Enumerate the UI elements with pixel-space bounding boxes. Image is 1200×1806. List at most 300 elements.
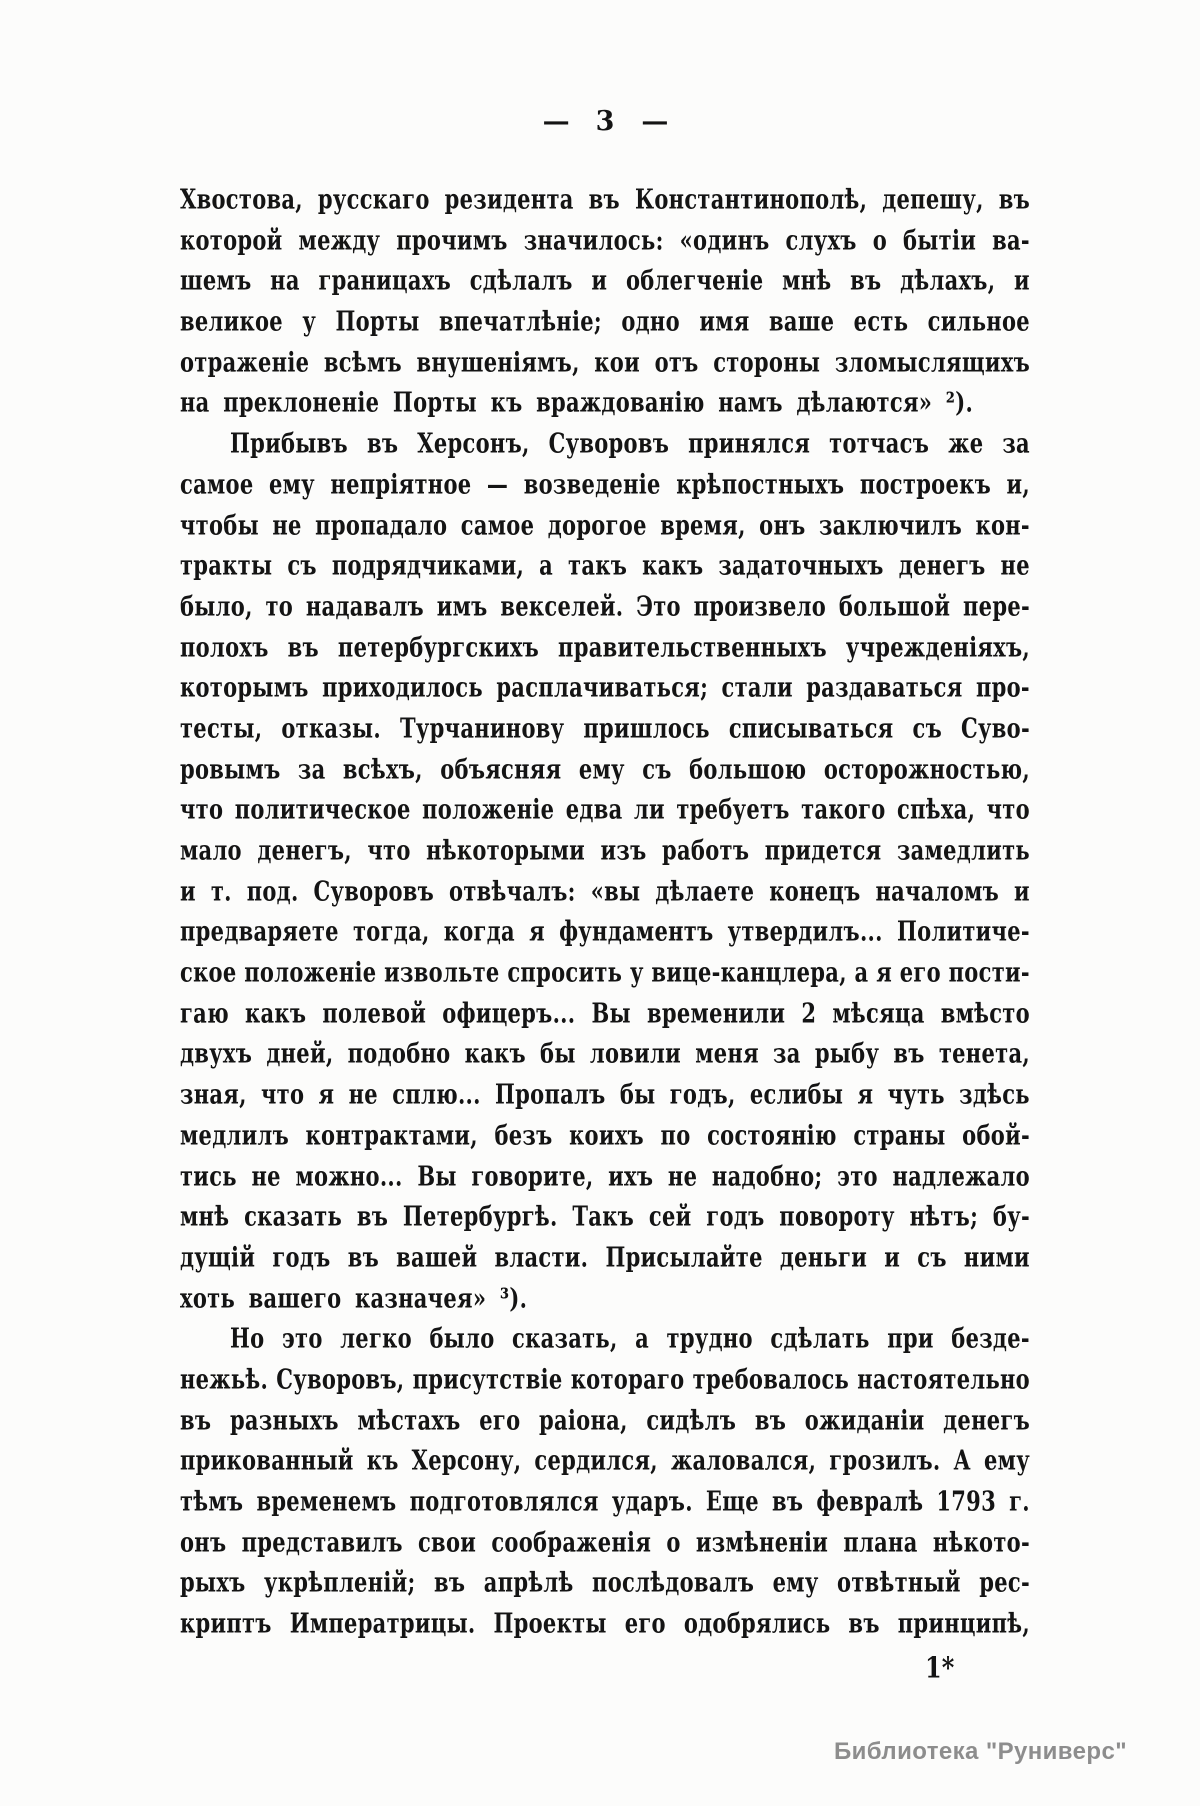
word: пропадало	[315, 508, 448, 541]
word: въ	[347, 1240, 379, 1273]
word: началомъ	[875, 874, 1000, 907]
word: съ	[917, 1240, 947, 1273]
word: Вы	[591, 996, 631, 1029]
text-line: хоть вашего казначея» ³).	[180, 1281, 528, 1314]
word: легко	[340, 1322, 412, 1355]
word: тракты	[180, 549, 273, 582]
word: пости-	[948, 956, 1030, 989]
word: состоянію	[707, 1118, 837, 1151]
word: послѣдовалъ	[592, 1566, 755, 1599]
word: «одинъ	[679, 223, 770, 256]
word: шемъ	[180, 264, 252, 297]
word: дней,	[266, 1037, 334, 1070]
text-line	[180, 1607, 1030, 1659]
word: февралѣ	[816, 1485, 924, 1517]
word: же	[948, 427, 984, 460]
word: расплачиваться;	[496, 671, 709, 704]
word: самое	[460, 508, 535, 541]
word: повороту	[779, 1200, 895, 1233]
word: которой	[180, 223, 283, 256]
word: дѣлаете	[655, 874, 755, 907]
word: которымъ	[180, 671, 309, 704]
word: имъ	[436, 589, 488, 622]
word: сей	[648, 1200, 692, 1233]
word: Вы	[417, 1159, 457, 1192]
word: возведеніе	[523, 467, 661, 500]
word: коихъ	[569, 1118, 644, 1151]
word: стали	[721, 671, 793, 704]
word: дорогое	[547, 508, 647, 541]
word: фундаментъ	[559, 915, 714, 948]
word: плана	[843, 1525, 918, 1558]
word: отраженіе	[180, 345, 310, 378]
word: работъ	[662, 834, 750, 866]
word: кон-	[975, 508, 1030, 541]
word: при	[887, 1322, 934, 1355]
word: «вы	[590, 874, 641, 907]
word: утвердилъ...	[727, 915, 883, 948]
word: нежьѣ.	[180, 1362, 269, 1395]
word: правительственныхъ	[558, 630, 827, 663]
word: спѣха,	[897, 793, 976, 826]
word: большой	[838, 589, 951, 622]
word: криптъ	[180, 1607, 272, 1640]
page-number-dash-left: —	[542, 106, 569, 137]
word: Херсонъ,	[417, 427, 530, 460]
word: Суворовъ	[548, 427, 670, 460]
word: трудно	[666, 1322, 753, 1355]
word: самое	[180, 467, 254, 500]
word: о	[872, 223, 887, 256]
word: Присылайте	[605, 1240, 763, 1273]
text-block	[180, 183, 1030, 1648]
word: положеніе	[244, 956, 377, 989]
word: въ	[180, 1403, 212, 1436]
word: Пропалъ	[495, 1078, 606, 1111]
word: нѣтъ;	[909, 1200, 979, 1233]
word: за	[1002, 427, 1030, 460]
word: политическое	[234, 793, 411, 826]
word: по	[660, 1118, 691, 1151]
word: придется	[764, 834, 882, 866]
word: резидента	[444, 183, 574, 215]
word: я	[876, 956, 893, 989]
word: о	[666, 1525, 681, 1558]
word: Прибывъ	[230, 427, 348, 460]
word: разныхъ	[229, 1403, 339, 1436]
word: пере-	[963, 589, 1030, 622]
word: под.	[246, 874, 299, 907]
word: двухъ	[180, 1037, 253, 1070]
word: произвело	[693, 589, 827, 622]
word: офицеръ...	[442, 996, 576, 1029]
word: денегъ	[898, 549, 986, 582]
word: было,	[180, 589, 253, 622]
word: меня	[695, 1037, 759, 1070]
word: тѣмъ	[180, 1485, 244, 1517]
word: извольте	[384, 956, 500, 989]
word: тись	[180, 1159, 237, 1192]
word: у	[629, 956, 644, 989]
word: сдѣлать	[770, 1322, 870, 1355]
word: въ	[356, 1200, 389, 1233]
word: вице-канцлера,	[651, 956, 847, 989]
word: полохъ	[180, 630, 269, 663]
word: Проекты	[493, 1607, 607, 1640]
word: безъ	[494, 1118, 553, 1151]
word: время,	[660, 508, 746, 541]
word: —	[486, 467, 509, 500]
page-number-dash-right: —	[641, 106, 668, 137]
word: не	[1000, 549, 1030, 582]
word: мнѣ	[180, 1200, 230, 1233]
word: кои	[594, 345, 640, 378]
word: требуетъ	[676, 793, 790, 826]
word: и	[591, 264, 608, 297]
word: конецъ	[769, 874, 861, 907]
word: я	[857, 1078, 874, 1111]
word: бу-	[992, 1200, 1030, 1233]
word: ровымъ	[180, 752, 281, 785]
word: можно...	[295, 1159, 403, 1192]
word: Политиче-	[896, 915, 1030, 948]
word: ваше	[768, 305, 835, 338]
word: отвѣчалъ:	[449, 874, 576, 907]
word: Херсону,	[411, 1444, 522, 1477]
word: Императрицы.	[289, 1607, 476, 1640]
word: положеніе	[422, 793, 555, 826]
word: депешу,	[882, 183, 984, 215]
word: годъ	[706, 1200, 765, 1233]
word: стороны	[713, 345, 821, 378]
page-number-value: 3	[595, 106, 615, 137]
word: онъ	[180, 1525, 227, 1558]
word: принципѣ,	[897, 1607, 1030, 1640]
word: одобрялись	[683, 1607, 831, 1640]
word: за	[297, 752, 326, 785]
word: Суворовъ	[313, 874, 435, 907]
word: за	[773, 1037, 801, 1070]
word: между	[298, 223, 381, 256]
word: еслибы	[749, 1078, 844, 1111]
word: денегъ	[943, 1403, 1030, 1436]
word: укрѣпленій;	[264, 1566, 416, 1599]
word: временили	[647, 996, 786, 1029]
word: объясняя	[440, 752, 562, 785]
word: русскаго	[317, 183, 430, 215]
word: то	[265, 589, 294, 622]
word: векселей.	[500, 589, 624, 622]
word: свои	[417, 1525, 477, 1558]
word: съ	[912, 711, 942, 744]
word: что	[260, 1078, 305, 1111]
word: въ	[893, 1037, 925, 1070]
word: годъ	[272, 1240, 331, 1273]
word: заключилъ	[818, 508, 963, 541]
word: имя	[699, 305, 750, 338]
word: сплю...	[392, 1078, 481, 1111]
word: здѣсь	[959, 1078, 1030, 1111]
word: внушеніямъ,	[416, 345, 580, 378]
word: прикованный	[180, 1444, 354, 1477]
word: вашей	[396, 1240, 478, 1273]
word: не	[667, 1159, 698, 1192]
word: Суворовъ,	[276, 1362, 405, 1395]
word: что	[180, 793, 224, 826]
word: Хвостова,	[180, 183, 303, 215]
word: дѣлахъ,	[900, 264, 996, 297]
word: ли	[633, 793, 665, 826]
word: списываться	[728, 711, 894, 744]
word: обой-	[962, 1118, 1030, 1151]
word: гаю	[180, 996, 229, 1029]
word: спросить	[507, 956, 623, 989]
page-number	[505, 106, 705, 137]
word: всѣмъ	[323, 345, 402, 378]
word: 2	[801, 996, 817, 1029]
word: значилось:	[523, 223, 664, 256]
word: его	[479, 1403, 521, 1436]
word: т.	[210, 874, 232, 907]
word: Еще	[705, 1485, 759, 1517]
word: настоятельно	[857, 1362, 1030, 1395]
word: есть	[853, 305, 909, 338]
word: надобно;	[711, 1159, 823, 1192]
word: говорите,	[471, 1159, 594, 1192]
word: не	[272, 508, 302, 541]
signature-mark: 1*	[925, 1650, 955, 1685]
word: отвѣтный	[837, 1566, 961, 1599]
word: мало	[180, 834, 242, 866]
word: ему	[772, 1566, 819, 1599]
word: его	[899, 956, 941, 989]
word: А	[953, 1444, 971, 1477]
word: когда	[443, 915, 515, 948]
word: я	[529, 915, 545, 948]
word: что	[986, 793, 1030, 826]
word: въ	[998, 183, 1030, 215]
word: жаловался,	[670, 1444, 817, 1477]
word: рыхъ	[180, 1566, 246, 1599]
word: впечатлѣніе;	[438, 305, 602, 338]
word: годъ,	[669, 1078, 736, 1111]
word: отъ	[654, 345, 699, 378]
word: зломыслящихъ	[834, 345, 1030, 378]
word: сказать,	[512, 1322, 618, 1355]
word: онъ	[759, 508, 806, 541]
word: тогда,	[353, 915, 430, 948]
word: вмѣсто	[940, 996, 1030, 1029]
word: сильное	[927, 305, 1030, 338]
word: ему	[984, 1444, 1030, 1477]
word: страны	[853, 1118, 946, 1151]
word: границахъ	[318, 264, 451, 297]
word: въ	[588, 183, 620, 215]
word: полевой	[322, 996, 427, 1029]
word: его	[624, 1607, 666, 1640]
word: 1793	[936, 1485, 997, 1517]
word: съ	[642, 752, 672, 785]
word: присутствіе	[412, 1362, 563, 1395]
word: медлилъ	[180, 1118, 289, 1151]
word: великое	[180, 305, 283, 338]
word: прочимъ	[396, 223, 508, 256]
word: Но	[230, 1322, 265, 1355]
word: предваряете	[180, 915, 339, 948]
word: въ	[434, 1566, 466, 1599]
word: что	[367, 834, 411, 866]
word: подрядчиками,	[331, 549, 525, 582]
word: чуть	[887, 1078, 945, 1111]
word: изъ	[600, 834, 647, 866]
word: Это	[636, 589, 681, 622]
word: и	[1014, 264, 1030, 297]
word: и	[884, 1240, 901, 1273]
word: рыбу	[814, 1037, 880, 1070]
word: ожиданіи	[804, 1403, 925, 1436]
word: въ	[850, 264, 882, 297]
word: такого	[801, 793, 886, 826]
word: надавалъ	[305, 589, 424, 622]
word: на	[270, 264, 300, 297]
word: денегъ,	[257, 834, 352, 866]
word: апрѣлѣ	[483, 1566, 574, 1599]
word: г.	[1009, 1485, 1030, 1517]
word: мѣсяца	[832, 996, 925, 1029]
word: деньги	[779, 1240, 868, 1273]
word: ему	[578, 752, 625, 785]
word: а	[854, 956, 869, 989]
word: измѣненіи	[695, 1525, 829, 1558]
word: Константинополѣ,	[634, 183, 868, 215]
word: сдѣлалъ	[469, 264, 573, 297]
word: раіона,	[539, 1403, 628, 1436]
word: подобно	[347, 1037, 451, 1070]
word: и	[1013, 874, 1030, 907]
word: петербургскихъ	[337, 630, 540, 663]
word: грозилъ.	[829, 1444, 941, 1477]
word: представилъ	[241, 1525, 403, 1558]
word: власти.	[494, 1240, 589, 1273]
word: и	[180, 874, 196, 907]
word: Петербургѣ.	[402, 1200, 558, 1233]
word: большою	[689, 752, 807, 785]
word: мѣстахъ	[357, 1403, 461, 1436]
word: тенета,	[938, 1037, 1030, 1070]
word: такъ	[568, 549, 628, 582]
word: сказать	[244, 1200, 343, 1233]
word: соображенія	[491, 1525, 652, 1558]
word: у	[302, 305, 317, 338]
word: непріятное	[330, 467, 472, 500]
word: какъ	[642, 549, 704, 582]
word: это	[837, 1159, 878, 1192]
word: всѣхъ,	[342, 752, 423, 785]
word: къ	[366, 1444, 399, 1477]
word: едва	[565, 793, 623, 826]
word: въ	[366, 427, 399, 460]
word: котораго	[570, 1362, 685, 1395]
word: Такъ	[572, 1200, 635, 1233]
word: въ	[772, 1485, 804, 1517]
word: контрактами,	[305, 1118, 478, 1151]
word: осторожностью,	[823, 752, 1030, 785]
word: приходилось	[322, 671, 483, 704]
word: раздаваться	[806, 671, 963, 704]
word: не	[348, 1078, 378, 1111]
word: ними	[963, 1240, 1030, 1273]
word: въ	[848, 1607, 880, 1640]
word: ударъ.	[611, 1485, 693, 1517]
word: какъ	[245, 996, 307, 1029]
word: а	[539, 549, 554, 582]
word: съ	[287, 549, 317, 582]
word: построекъ	[859, 467, 992, 500]
word: тотчасъ	[829, 427, 930, 460]
word: зная,	[180, 1078, 247, 1111]
word: задаточныхъ	[718, 549, 884, 582]
word: Турчанинову	[400, 711, 565, 744]
word: ихъ	[608, 1159, 654, 1192]
word: ловили	[589, 1037, 682, 1070]
library-watermark: Библиотека "Руниверс"	[834, 1738, 1127, 1765]
word: мнѣ	[782, 264, 832, 297]
word: одно	[621, 305, 680, 338]
word: сердился,	[534, 1444, 658, 1477]
word: про-	[975, 671, 1030, 704]
word: безде-	[951, 1322, 1030, 1355]
word: было	[429, 1322, 495, 1355]
word: сидѣлъ	[646, 1403, 737, 1436]
word: отказы.	[281, 711, 381, 744]
word: ему	[268, 467, 315, 500]
word: чтобы	[180, 508, 259, 541]
word: Суво-	[960, 711, 1030, 744]
word: какъ	[464, 1037, 526, 1070]
word: а	[635, 1322, 650, 1355]
word: тесты,	[180, 711, 263, 744]
word: бы	[619, 1078, 656, 1111]
word: бытіи	[902, 223, 977, 256]
word: ва-	[992, 223, 1030, 256]
word: это	[281, 1322, 323, 1355]
word: временемъ	[256, 1485, 397, 1517]
word: надлежало	[892, 1159, 1030, 1192]
word: слухъ	[785, 223, 857, 256]
word: въ	[287, 630, 319, 663]
word: нѣкото-	[932, 1525, 1030, 1558]
word: и,	[1006, 467, 1030, 500]
word: нѣкоторыми	[426, 834, 586, 866]
word: я	[318, 1078, 335, 1111]
text-line: на преклоненіе Порты къ враждованію намъ дѣлаются» ²).	[180, 386, 974, 419]
word: требовалось	[692, 1362, 850, 1395]
word: учрежденіяхъ,	[845, 630, 1030, 663]
word: рес-	[979, 1566, 1030, 1599]
word: подготовлялся	[409, 1485, 599, 1517]
word: крѣпостныхъ	[676, 467, 845, 500]
word: Порты	[335, 305, 420, 338]
word: облегченіе	[625, 264, 764, 297]
word: бы	[540, 1037, 576, 1070]
word: принялся	[688, 427, 811, 460]
word: дущій	[180, 1240, 256, 1273]
word: не	[251, 1159, 281, 1192]
word: замедлить	[896, 834, 1030, 866]
word: ское	[180, 956, 237, 989]
word: пришлось	[583, 711, 710, 744]
word: въ	[754, 1403, 787, 1436]
